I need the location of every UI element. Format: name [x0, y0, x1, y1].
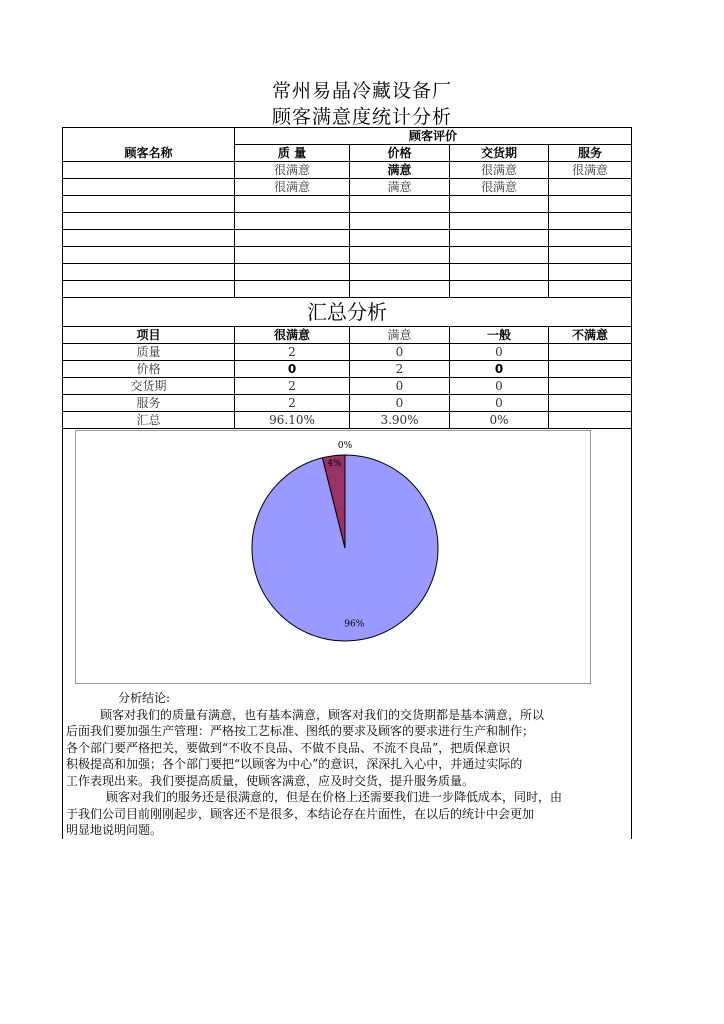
summary-value-cell [549, 344, 632, 361]
evaluation-table [62, 127, 632, 429]
col-quality-header: 质 量 [235, 145, 350, 162]
pie-label-2: 0% [337, 441, 353, 451]
conclusion-line: 后面我们要加强生产管理：严格按工艺标准、图纸的要求及顾客的要求进行生产和制作； [66, 724, 535, 738]
table-row [63, 179, 632, 196]
col-delivery-header: 交货期 [450, 145, 549, 162]
summary-item-cell: 价格 [63, 361, 235, 378]
summary-value-cell: 2 [235, 378, 350, 395]
evaluation-group-header: 顾客评价 [235, 128, 632, 145]
table-row [63, 162, 632, 179]
summary-value-cell: 0 [350, 395, 450, 412]
quality-cell: 很满意 [235, 162, 350, 179]
empty-row [63, 281, 632, 298]
summary-value-cell: 2 [350, 361, 450, 378]
summary-item-cell: 汇总 [63, 412, 235, 429]
conclusion-line: 积极提高和加强；各个部门要把“以顾客为中心”的意识，深深扎入心中，并通过实际的 [66, 757, 523, 771]
conclusion-heading: 分析结论: [118, 691, 171, 705]
summary-item-cell: 质量 [63, 344, 235, 361]
customer-name-cell [63, 179, 235, 196]
conclusion-line: 各个部门要严格把关，要做到“不收不良品、不做不良品、不流不良品”，把质保意识 [66, 740, 511, 755]
quality-cell: 很满意 [235, 179, 350, 196]
empty-row [63, 213, 632, 230]
summary-row [63, 361, 632, 378]
summary-value-cell: 0 [350, 378, 450, 395]
customer-name-header: 顾客名称 [63, 128, 235, 162]
empty-row [63, 264, 632, 281]
summary-value-cell: 0 [450, 344, 549, 361]
summary-average-header: 一般 [450, 327, 549, 344]
summary-item-cell: 交货期 [63, 378, 235, 395]
summary-value-cell: 2 [235, 344, 350, 361]
pie-chart-area [75, 430, 591, 684]
delivery-cell: 很满意 [450, 162, 549, 179]
conclusion-section [66, 690, 626, 839]
company-title: 常州易晶冷藏设备厂 [271, 80, 452, 102]
summary-value-cell: 0 [235, 361, 350, 378]
empty-row [63, 196, 632, 213]
pie-label-1: 4% [327, 459, 342, 470]
delivery-cell: 很满意 [450, 179, 549, 196]
pie-chart [76, 431, 590, 683]
conclusion-line: 顾客对我们的质量有满意，也有基本满意，顾客对我们的交货期都是基本满意，所以 [100, 707, 545, 722]
service-cell [549, 179, 632, 196]
price-cell: 满意 [350, 162, 450, 179]
summary-item-header: 项目 [63, 327, 235, 344]
summary-item-cell: 服务 [63, 395, 235, 412]
summary-value-cell: 0 [350, 344, 450, 361]
summary-row [63, 378, 632, 395]
pie-label-0: 96% [344, 619, 365, 630]
empty-row [63, 230, 632, 247]
price-cell: 满意 [350, 179, 450, 196]
conclusion-line: 于我们公司目前刚刚起步，顾客还不是很多，本结论存在片面性，在以后的统计中会更加 [66, 806, 535, 821]
summary-value-cell: 3.90% [350, 412, 450, 429]
conclusion-line: 明显地说明问题。 [66, 823, 163, 837]
conclusion-line: 顾客对我们的服务还是很满意的，但是在价格上还需要我们进一步降低成本，同时，由 [106, 790, 563, 804]
col-service-header: 服务 [549, 145, 632, 162]
empty-row [63, 247, 632, 264]
summary-value-cell: 0 [450, 361, 549, 378]
conclusion-line: 工作表现出来。我们要提高质量，使顾客满意，应及时交货，提升服务质量。 [66, 773, 475, 788]
summary-satisfied-header: 满意 [350, 327, 450, 344]
summary-very-satisfied-header: 很满意 [235, 327, 350, 344]
summary-value-cell [549, 378, 632, 395]
summary-value-cell: 96.10% [235, 412, 350, 429]
summary-title: 汇总分析 [63, 298, 632, 327]
service-cell: 很满意 [549, 162, 632, 179]
summary-value-cell: 2 [235, 395, 350, 412]
report-title: 顾客满意度统计分析 [271, 106, 452, 128]
summary-value-cell: 0 [450, 378, 549, 395]
summary-value-cell: 0% [450, 412, 549, 429]
summary-unsatisfied-header: 不满意 [549, 327, 632, 344]
customer-name-cell [63, 162, 235, 179]
summary-row [63, 344, 632, 361]
summary-value-cell: 0 [450, 395, 549, 412]
summary-value-cell [549, 361, 632, 378]
col-price-header: 价格 [350, 145, 450, 162]
